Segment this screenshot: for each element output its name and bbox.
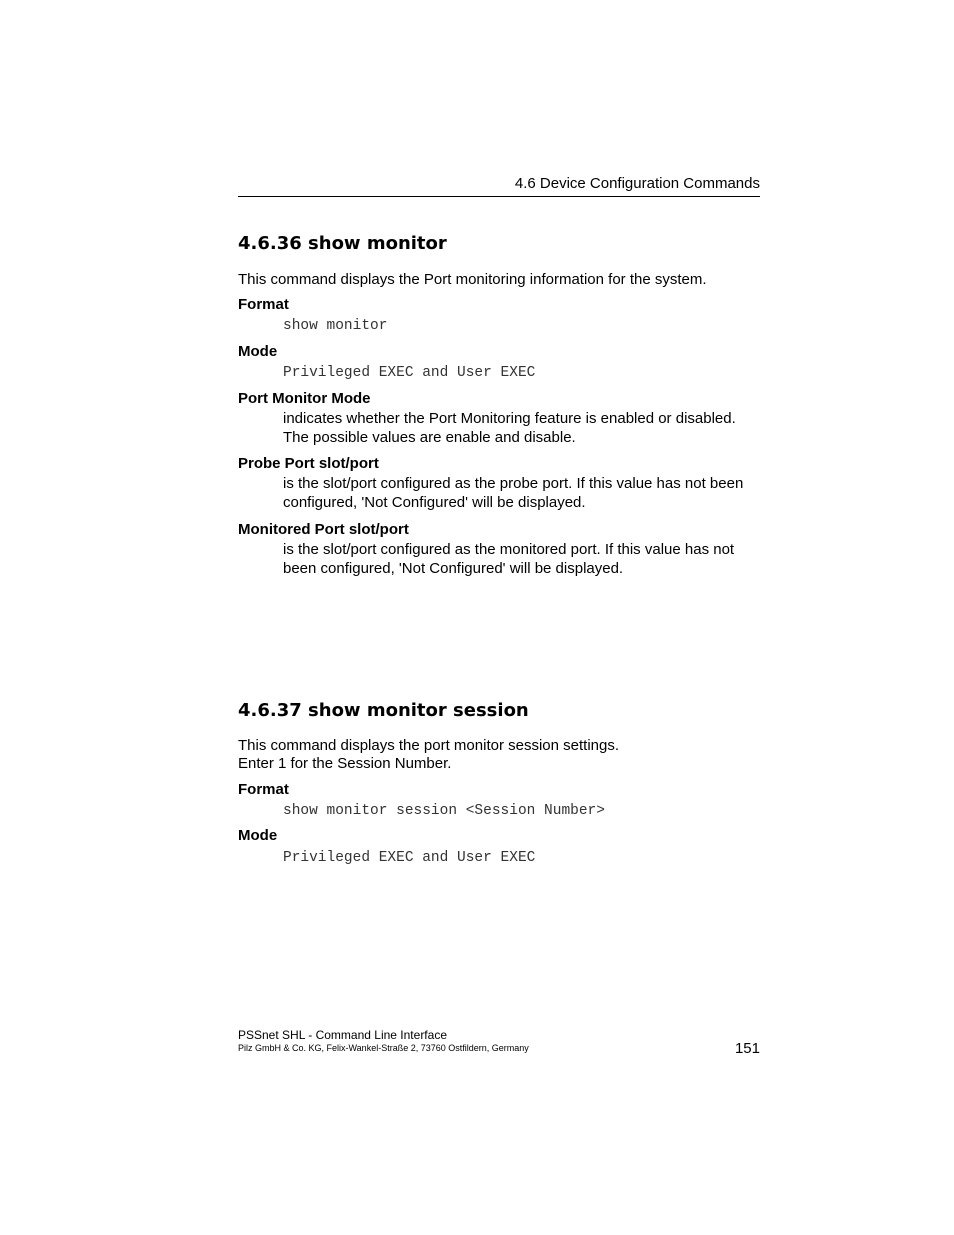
format-code: show monitor session <Session Number> bbox=[283, 803, 605, 819]
mode-code: Privileged EXEC and User EXEC bbox=[283, 850, 536, 866]
field-description-port-monitor-mode bbox=[283, 409, 763, 447]
section-title-show-monitor-session: 4.6.37 show monitor session bbox=[238, 700, 529, 721]
footer-document-title: PSSnet SHL - Command Line Interface bbox=[238, 1028, 447, 1042]
description-line: is the slot/port configured as the monitored port. If this value has not bbox=[283, 541, 735, 558]
mode-label: Mode bbox=[238, 343, 278, 360]
running-header: 4.6 Device Configuration Commands bbox=[514, 175, 760, 192]
format-label: Format bbox=[238, 296, 289, 313]
footer-address: Pilz GmbH & Co. KG, Felix-Wankel-Straße 2, 73760 Ostfildern, Germany bbox=[238, 1043, 529, 1053]
format-code: show monitor bbox=[283, 318, 388, 334]
description-line: indicates whether the Port Monitoring feature is enabled or disabled. bbox=[283, 410, 736, 427]
format-label: Format bbox=[238, 781, 289, 798]
description-line: configured, 'Not Configured' will be displayed. bbox=[283, 494, 586, 511]
field-term-port-monitor-mode: Port Monitor Mode bbox=[238, 390, 371, 407]
description-line: been configured, 'Not Configured' will be displayed. bbox=[283, 560, 624, 577]
section-intro: Enter 1 for the Session Number. bbox=[238, 755, 452, 772]
description-line: The possible values are enable and disable. bbox=[283, 429, 576, 446]
field-term-probe-port: Probe Port slot/port bbox=[238, 455, 379, 472]
mode-code: Privileged EXEC and User EXEC bbox=[283, 365, 536, 381]
description-line: is the slot/port configured as the probe port. If this value has not been bbox=[283, 475, 744, 492]
field-description-probe-port bbox=[283, 474, 763, 512]
mode-label: Mode bbox=[238, 827, 278, 844]
header-rule bbox=[238, 196, 760, 197]
field-description-monitored-port bbox=[283, 540, 763, 578]
field-term-monitored-port: Monitored Port slot/port bbox=[238, 521, 409, 538]
section-title-show-monitor: 4.6.36 show monitor bbox=[238, 233, 447, 254]
section-intro: This command displays the Port monitoring information for the system. bbox=[238, 271, 707, 288]
section-intro: This command displays the port monitor session settings. bbox=[238, 737, 619, 754]
page-number: 151 bbox=[734, 1040, 760, 1057]
